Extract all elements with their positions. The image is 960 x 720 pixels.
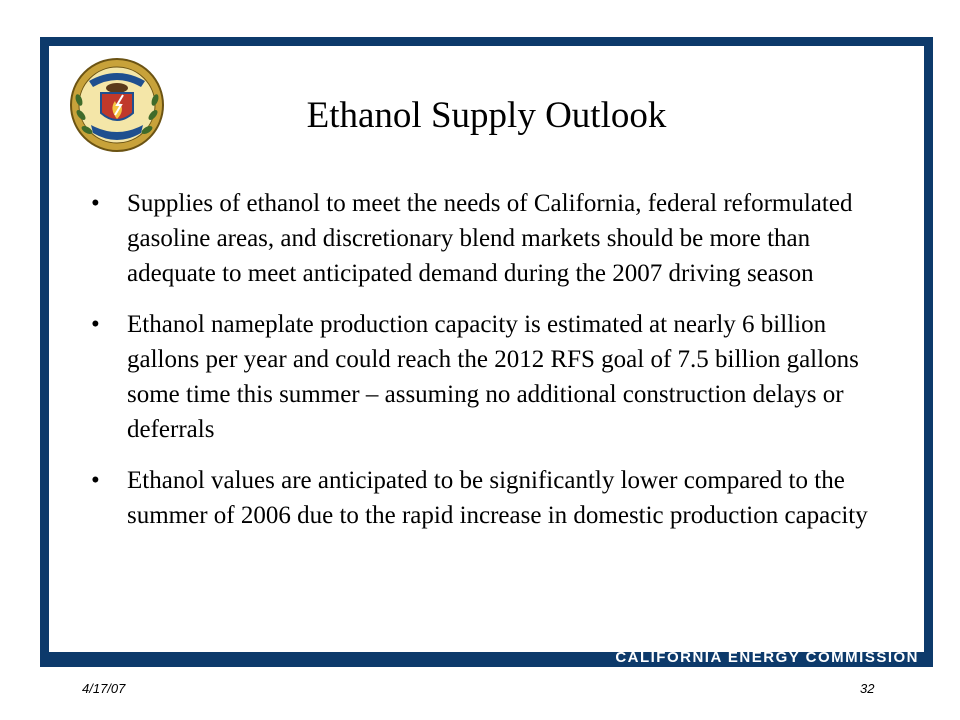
bullet-dot-icon: • bbox=[91, 467, 100, 494]
bullet-text: Ethanol nameplate production capacity is estimated at nearly 6 billion gallons per year and could reach the 2012 RFS goal of 7.5 billion gallons some time this summer – assuming no additional construction delays or deferrals bbox=[127, 311, 859, 443]
slide-title: Ethanol Supply Outlook bbox=[306, 95, 667, 136]
bullet-item bbox=[91, 307, 886, 447]
slide-frame bbox=[40, 37, 933, 667]
slide-content-area bbox=[49, 46, 924, 652]
organization-name: CALIFORNIA ENERGY COMMISSION bbox=[615, 649, 919, 666]
bullet-item bbox=[91, 463, 886, 533]
bullet-list bbox=[91, 186, 886, 549]
page-number: 32 bbox=[860, 681, 875, 696]
bullet-dot-icon: • bbox=[91, 190, 100, 217]
footer-date: 4/17/07 bbox=[82, 681, 126, 696]
bullet-dot-icon: • bbox=[91, 311, 100, 338]
bullet-item bbox=[91, 186, 886, 291]
bullet-text: Supplies of ethanol to meet the needs of California, federal reformulated gasoline areas, and discretionary blend markets should be more than adequate to meet anticipated demand during the 2007 driving season bbox=[127, 190, 853, 287]
bullet-text: Ethanol values are anticipated to be significantly lower compared to the summer of 2006 due to the rapid increase in domestic production capacity bbox=[127, 467, 868, 529]
